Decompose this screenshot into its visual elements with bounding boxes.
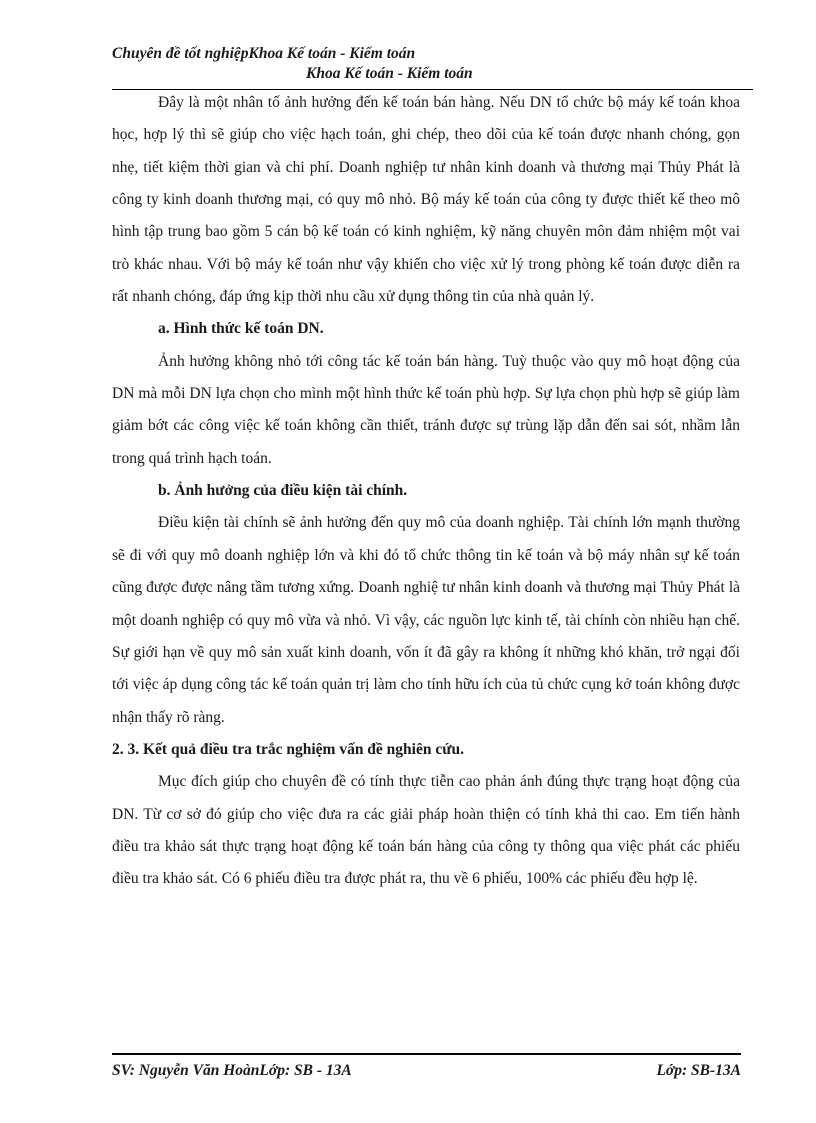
page-header [112, 44, 752, 84]
footer-student-name: SV: Nguyễn Văn HoànLớp: SB - 13A [112, 1062, 352, 1079]
header-title-line-1: Chuyên đề tốt nghiệpKhoa Kế toán - Kiểm toán [112, 45, 416, 62]
heading-accounting-form: a. Hình thức kế toán DN. [158, 320, 324, 338]
paragraph-accounting-apparatus: Đây là một nhân tố ảnh hưởng đến kế toán bán hàng. Nếu DN tổ chức bộ máy kế toán khoa học, hợp lý thì sẽ giúp cho việc hạch toán, ghi chép, theo dõi của kế toán được nhanh chóng, gọn nhẹ, tiết kiệm thời gian và chi phí. Doanh nghiệp tư nhân kinh doanh và thương mại Thủy Phát là công ty kinh doanh thương mại, có quy mô nhỏ. Bộ máy kế toán của công ty được thiết kế theo mô hình tập trung bao gồm 5 cán bộ kế toán có kinh nghiệm, kỹ năng chuyên môn đảm nhiệm một vai trò khác nhau. Với bộ máy kế toán như vậy khiến cho việc xử lý trong phòng kế toán được diễn ra rất nhanh chóng, đáp ứng kịp thời nhu cầu xử dụng thông tin của nhà quản lý. [112, 94, 740, 306]
heading-financial-conditions: b. Ảnh hưởng của điều kiện tài chính. [158, 482, 408, 500]
paragraph-survey-results: Mục đích giúp cho chuyên đề có tính thực tiễn cao phản ánh đúng thực trạng hoạt động của DN. Từ cơ sở đó giúp cho việc đưa ra các giải pháp hoàn thiện có tính khả thi cao. Em tiến hành điều tra khảo sát thực trạng hoạt động kế toán bán hàng của công ty thông qua việc phát các phiếu điều tra khảo sát. Có 6 phiếu điều tra được phát ra, thu về 6 phiếu, 100% các phiếu đều hợp lệ. [112, 773, 740, 888]
footer-divider [112, 1053, 741, 1055]
paragraph-financial-conditions: Điều kiện tài chính sẽ ảnh hưởng đến quy mô của doanh nghiệp. Tài chính lớn mạnh thường sẽ đi với quy mô doanh nghiệp lớn và khi đó tổ chức thông tin kế toán và bộ máy nhân sự kế toán cũng được được nâng tầm tương xứng. Doanh nghiệ tư nhân kinh doanh và thương mại Thủy Phát là một doanh nghiệp có quy mô vừa và nhỏ. Vì vậy, các nguồn lực kinh tế, tài chính còn nhiều hạn chế. Sự giới hạn về quy mô sản xuất kinh doanh, vốn ít đã gây ra không ít những khó khăn, trở ngại đối tới việc áp dụng công tác kế toán quản trị làm cho tính hữu ích của tủ chức cụng kở toán không được nhận thấy rõ ràng. [112, 514, 740, 726]
section-heading-survey-results: 2. 3. Kết quả điều tra trắc nghiệm vấn đề nghiên cứu. [112, 740, 465, 758]
header-title-line-2: Khoa Kế toán - Kiểm toán [306, 65, 473, 82]
paragraph-accounting-form: Ảnh hưởng không nhỏ tới công tác kế toán bán hàng. Tuỳ thuộc vào quy mô hoạt động của DN mà mỗi DN lựa chọn cho mình một hình thức kế toán phù hợp. Sự lựa chọn phù hợp sẽ giúp làm giảm bớt các công việc kế toán không cần thiết, tránh được sự trùng lặp dẫn đến sai sót, nhầm lẫn trong quá trình hạch toán. [112, 352, 740, 467]
document-body [112, 87, 740, 896]
footer-class: Lớp: SB-13A [656, 1062, 741, 1079]
